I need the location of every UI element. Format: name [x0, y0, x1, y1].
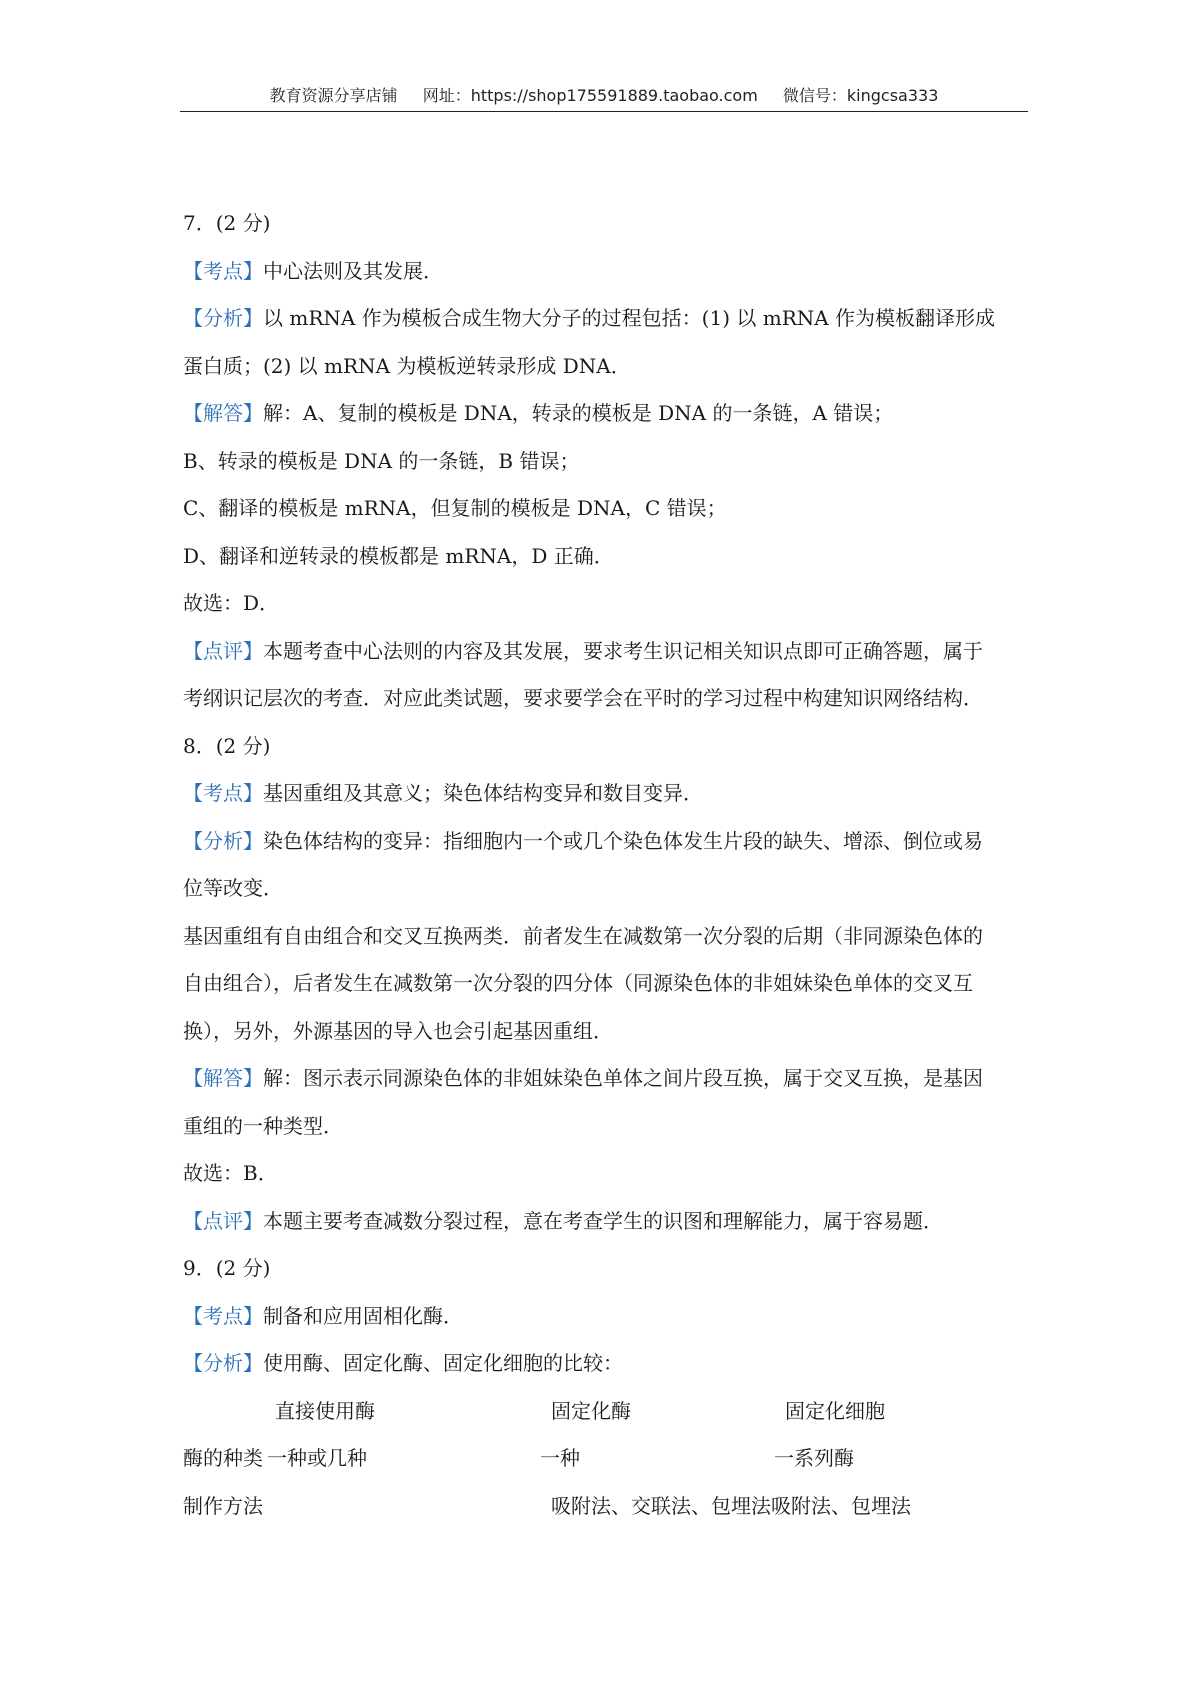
q7-jieda-text-3: C、翻译的模板是 mRNA，但复制的模板是 DNA，C 错误；: [183, 496, 727, 520]
q7-jieda-text-1: 解：A、复制的模板是 DNA，转录的模板是 DNA 的一条链，A 错误；: [263, 401, 894, 425]
document-body: [183, 200, 1028, 1530]
header-divider: [180, 111, 1028, 112]
q8-fenxi-text-3: 基因重组有自由组合和交叉互换两类．前者发生在减数第一次分裂的后期（非同源染色体的: [183, 923, 983, 948]
q7-number: 7．(2 分): [183, 211, 271, 235]
q7-fenxi-text-2: 蛋白质；(2) 以 mRNA 为模板逆转录形成 DNA．: [183, 353, 631, 378]
dianping-tag: 【点评】: [183, 638, 263, 663]
q8-dianping: [183, 1198, 1028, 1246]
q7-jieda-text-4: D、翻译和逆转录的模板都是 mRNA，D 正确．: [183, 543, 614, 568]
q8-dianping-text: 本题主要考查减数分裂过程，意在考查学生的识图和理解能力，属于容易题．: [263, 1208, 943, 1233]
q9-fenxi-text: 使用酶、固定化酶、固定化细胞的比较：: [263, 1351, 623, 1375]
q7-fenxi: [183, 295, 1028, 343]
kaodian-tag: 【考点】: [183, 258, 263, 283]
fenxi-tag: 【分析】: [183, 306, 263, 330]
q8-fenxi-text-2: 位等改变．: [183, 876, 283, 900]
q7-jieda-text-2: B、转录的模板是 DNA 的一条链，B 错误；: [183, 448, 580, 473]
q8-fenxi-text-5: 换），另外，外源基因的导入也会引起基因重组．: [183, 1018, 613, 1043]
header-shop: 教育资源分享店铺: [269, 86, 398, 105]
q7-dianping-text-1: 本题考查中心法则的内容及其发展，要求考生识记相关知识点即可正确答题，属于: [263, 638, 983, 663]
table-header-cell: [183, 1388, 275, 1436]
header-wechat: 微信号：kingcsa333: [782, 86, 939, 105]
jieda-tag: 【解答】: [183, 1066, 263, 1090]
q7-dianping: [183, 628, 1028, 676]
q8-kaodian: [183, 770, 1028, 818]
q7-answer: 故选：D．: [183, 591, 280, 615]
kaodian-tag: 【考点】: [183, 781, 263, 805]
q7-kaodian: [183, 248, 1028, 296]
q8-fenxi: [183, 818, 1028, 866]
q8-answer: 故选：B．: [183, 1161, 278, 1185]
q7-jieda: [183, 390, 1028, 438]
jieda-tag: 【解答】: [183, 401, 263, 425]
table-header-cell: 固定化细胞: [785, 1398, 885, 1423]
dianping-tag: 【点评】: [183, 1208, 263, 1233]
table-row: [183, 1435, 1028, 1483]
table-cell: 一系列酶: [774, 1446, 854, 1470]
q9-kaodian-text: 制备和应用固相化酶．: [263, 1303, 463, 1328]
kaodian-tag: 【考点】: [183, 1303, 263, 1328]
q8-fenxi-text-1: 染色体结构的变异：指细胞内一个或几个染色体发生片段的缺失、增添、倒位或易: [263, 828, 983, 853]
q8-fenxi-text-4: 自由组合），后者发生在减数第一次分裂的四分体（同源染色体的非姐妹染色单体的交叉互: [183, 971, 973, 995]
header-url: 网址：https://shop175591889.taobao.com: [422, 86, 758, 105]
q8-kaodian-text: 基因重组及其意义；染色体结构变异和数目变异．: [263, 781, 703, 805]
table-cell: 酶的种类: [183, 1446, 263, 1470]
q7-dianping-text-2: 考纲识记层次的考查．对应此类试题，要求要学会在平时的学习过程中构建知识网络结构．: [183, 686, 983, 710]
table-cell: 制作方法: [183, 1493, 263, 1518]
table-header-cell: 直接使用酶: [275, 1398, 375, 1423]
fenxi-tag: 【分析】: [183, 1351, 263, 1375]
q8-jieda-text-2: 重组的一种类型．: [183, 1113, 343, 1138]
table-cell: 吸附法、包埋法: [771, 1493, 911, 1518]
q7-fenxi-text-1: 以 mRNA 作为模板合成生物大分子的过程包括：(1) 以 mRNA 作为模板翻译形成: [263, 306, 996, 330]
table-cell: 一种: [540, 1446, 580, 1470]
table-row: [183, 1483, 1028, 1531]
q8-number: 8．(2 分): [183, 733, 271, 758]
q9-kaodian: [183, 1293, 1028, 1341]
q7-kaodian-text: 中心法则及其发展．: [263, 258, 443, 283]
page-header: [180, 84, 1028, 108]
comparison-table-header: [183, 1388, 1028, 1436]
q8-jieda-text-1: 解：图示表示同源染色体的非姐妹染色单体之间片段互换，属于交叉互换，是基因: [263, 1066, 983, 1090]
fenxi-tag: 【分析】: [183, 828, 263, 853]
q8-jieda: [183, 1055, 1028, 1103]
table-cell: 一种或几种: [267, 1446, 367, 1470]
q9-number: 9．(2 分): [183, 1256, 271, 1280]
table-header-cell: 固定化酶: [551, 1398, 631, 1423]
table-cell: 吸附法、交联法、包埋法: [551, 1493, 771, 1518]
q9-fenxi: [183, 1340, 1028, 1388]
